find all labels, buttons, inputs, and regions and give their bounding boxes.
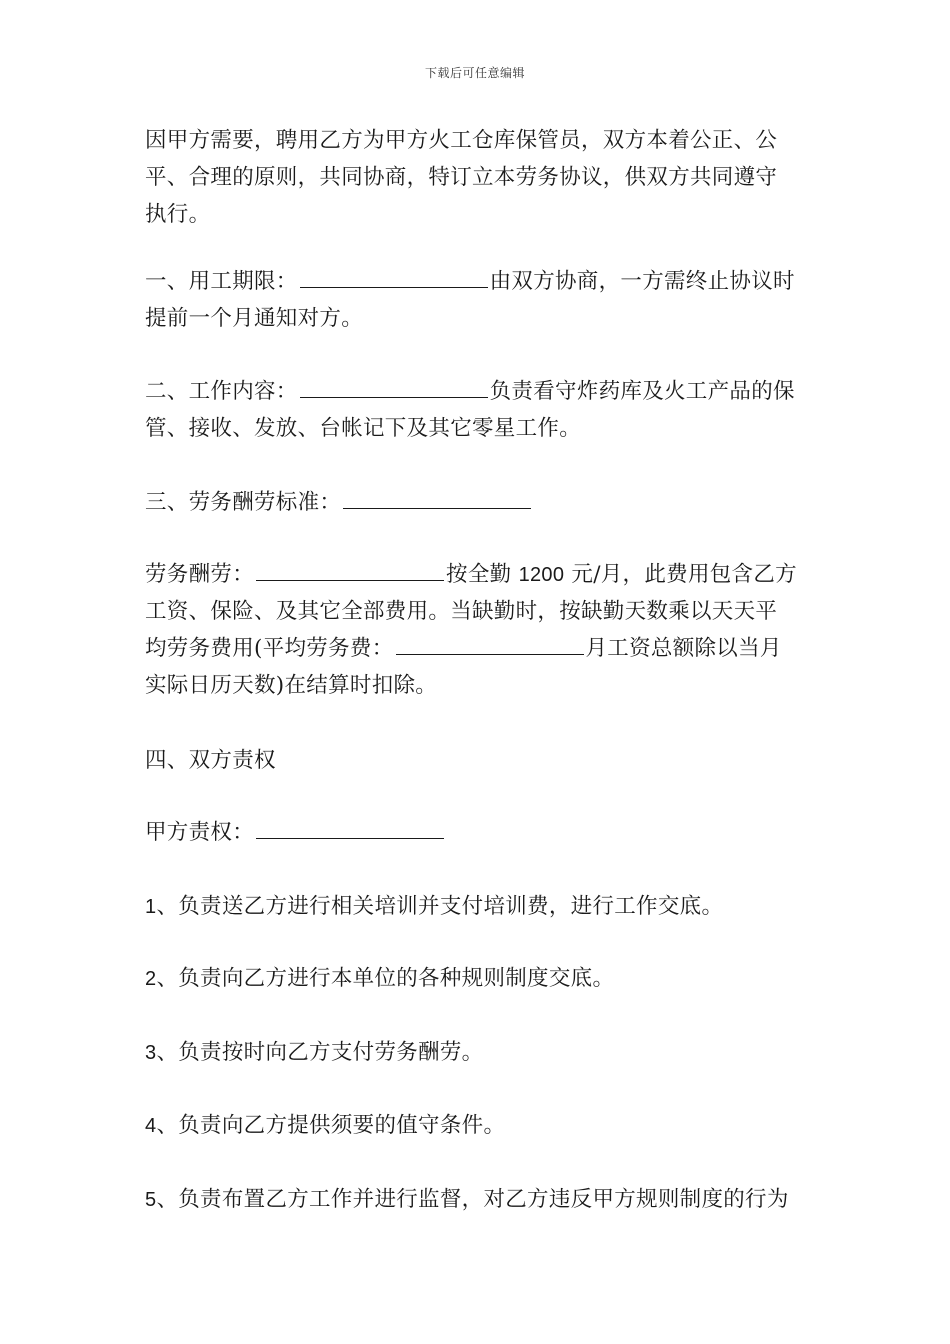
pay-line-2: 工资、保险、及其它全部费用。当缺勤时，按缺勤天数乘以天天平 bbox=[145, 599, 778, 624]
item-1-line bbox=[145, 888, 815, 925]
section-1-line-2: 提前一个月通知对方。 bbox=[145, 306, 364, 331]
section-1-term bbox=[145, 263, 815, 337]
intro-line-1: 因甲方需要，聘用乙方为甲方火工仓库保管员，双方本着公正、公 bbox=[145, 128, 778, 153]
pay-blank bbox=[256, 558, 444, 581]
standard-blank bbox=[343, 486, 531, 509]
item-2 bbox=[145, 960, 815, 997]
pay-line-1 bbox=[145, 556, 815, 593]
intro-paragraph bbox=[145, 122, 815, 233]
pay-amount: 1200 bbox=[518, 564, 565, 586]
item-2-text: 、负责向乙方进行本单位的各种规则制度交底。 bbox=[156, 966, 615, 991]
party-a-label: 甲方责权： bbox=[145, 820, 255, 845]
average-fee-blank bbox=[396, 632, 584, 655]
pay-text-a: 按全勤 bbox=[446, 562, 519, 587]
pay-label: 劳务酬劳： bbox=[145, 562, 255, 587]
party-a-line bbox=[145, 814, 815, 851]
pay-paragraph bbox=[145, 556, 815, 704]
item-2-line bbox=[145, 960, 815, 997]
item-5-text: 、负责布置乙方工作并进行监督，对乙方违反甲方规则制度的行为 bbox=[156, 1187, 789, 1212]
pay-line-3-suffix: 月工资总额除以当月 bbox=[585, 636, 782, 661]
page-header: 下载后可任意编辑 bbox=[424, 66, 525, 80]
section-2-content bbox=[145, 373, 815, 447]
party-a-blank bbox=[256, 816, 444, 839]
section-2-text: 负责看守炸药库及火工产品的保 bbox=[489, 379, 795, 404]
content-blank bbox=[300, 375, 488, 398]
item-2-number: 2 bbox=[145, 968, 157, 990]
item-5-number: 5 bbox=[145, 1189, 157, 1211]
section-3-label: 三、劳务酬劳标准： bbox=[145, 490, 342, 515]
item-3-text: 、负责按时向乙方支付劳务酬劳。 bbox=[156, 1040, 484, 1065]
item-3-number: 3 bbox=[145, 1042, 157, 1064]
section-3-line-1 bbox=[145, 484, 815, 521]
section-2-label: 二、工作内容： bbox=[145, 379, 298, 404]
item-4-line bbox=[145, 1107, 815, 1144]
pay-line-3-prefix: 均劳务费用(平均劳务费： bbox=[145, 636, 394, 661]
pay-line-3 bbox=[145, 630, 815, 667]
item-1-number: 1 bbox=[145, 896, 157, 918]
intro-line-2: 平、合理的原则，共同协商，特订立本劳务协议，供双方共同遵守 bbox=[145, 165, 778, 190]
item-4-number: 4 bbox=[145, 1115, 157, 1137]
pay-text-b: 元/月，此费用包含乙方 bbox=[564, 562, 797, 587]
item-4-text: 、负责向乙方提供须要的值守条件。 bbox=[156, 1113, 506, 1138]
pay-line-4: 实际日历天数)在结算时扣除。 bbox=[145, 673, 438, 698]
section-2-line-2: 管、接收、发放、台帐记下及其它零星工作。 bbox=[145, 416, 582, 441]
section-1-label: 一、用工期限： bbox=[145, 269, 298, 294]
section-4-heading: 四、双方责权 bbox=[145, 748, 276, 773]
section-2-line-1 bbox=[145, 373, 815, 410]
section-4-title bbox=[145, 742, 815, 779]
item-1 bbox=[145, 888, 815, 925]
item-4 bbox=[145, 1107, 815, 1144]
intro-line-3: 执行。 bbox=[145, 202, 211, 227]
item-5-line bbox=[145, 1181, 815, 1218]
party-a-rights bbox=[145, 814, 815, 851]
item-3-line bbox=[145, 1034, 815, 1071]
section-3-standard bbox=[145, 484, 815, 521]
item-1-text: 、负责送乙方进行相关培训并支付培训费，进行工作交底。 bbox=[156, 894, 724, 919]
item-5 bbox=[145, 1181, 815, 1218]
item-3 bbox=[145, 1034, 815, 1071]
section-1-line-1 bbox=[145, 263, 815, 300]
section-1-text: 由双方协商，一方需终止协议时 bbox=[489, 269, 795, 294]
term-blank bbox=[300, 265, 488, 288]
